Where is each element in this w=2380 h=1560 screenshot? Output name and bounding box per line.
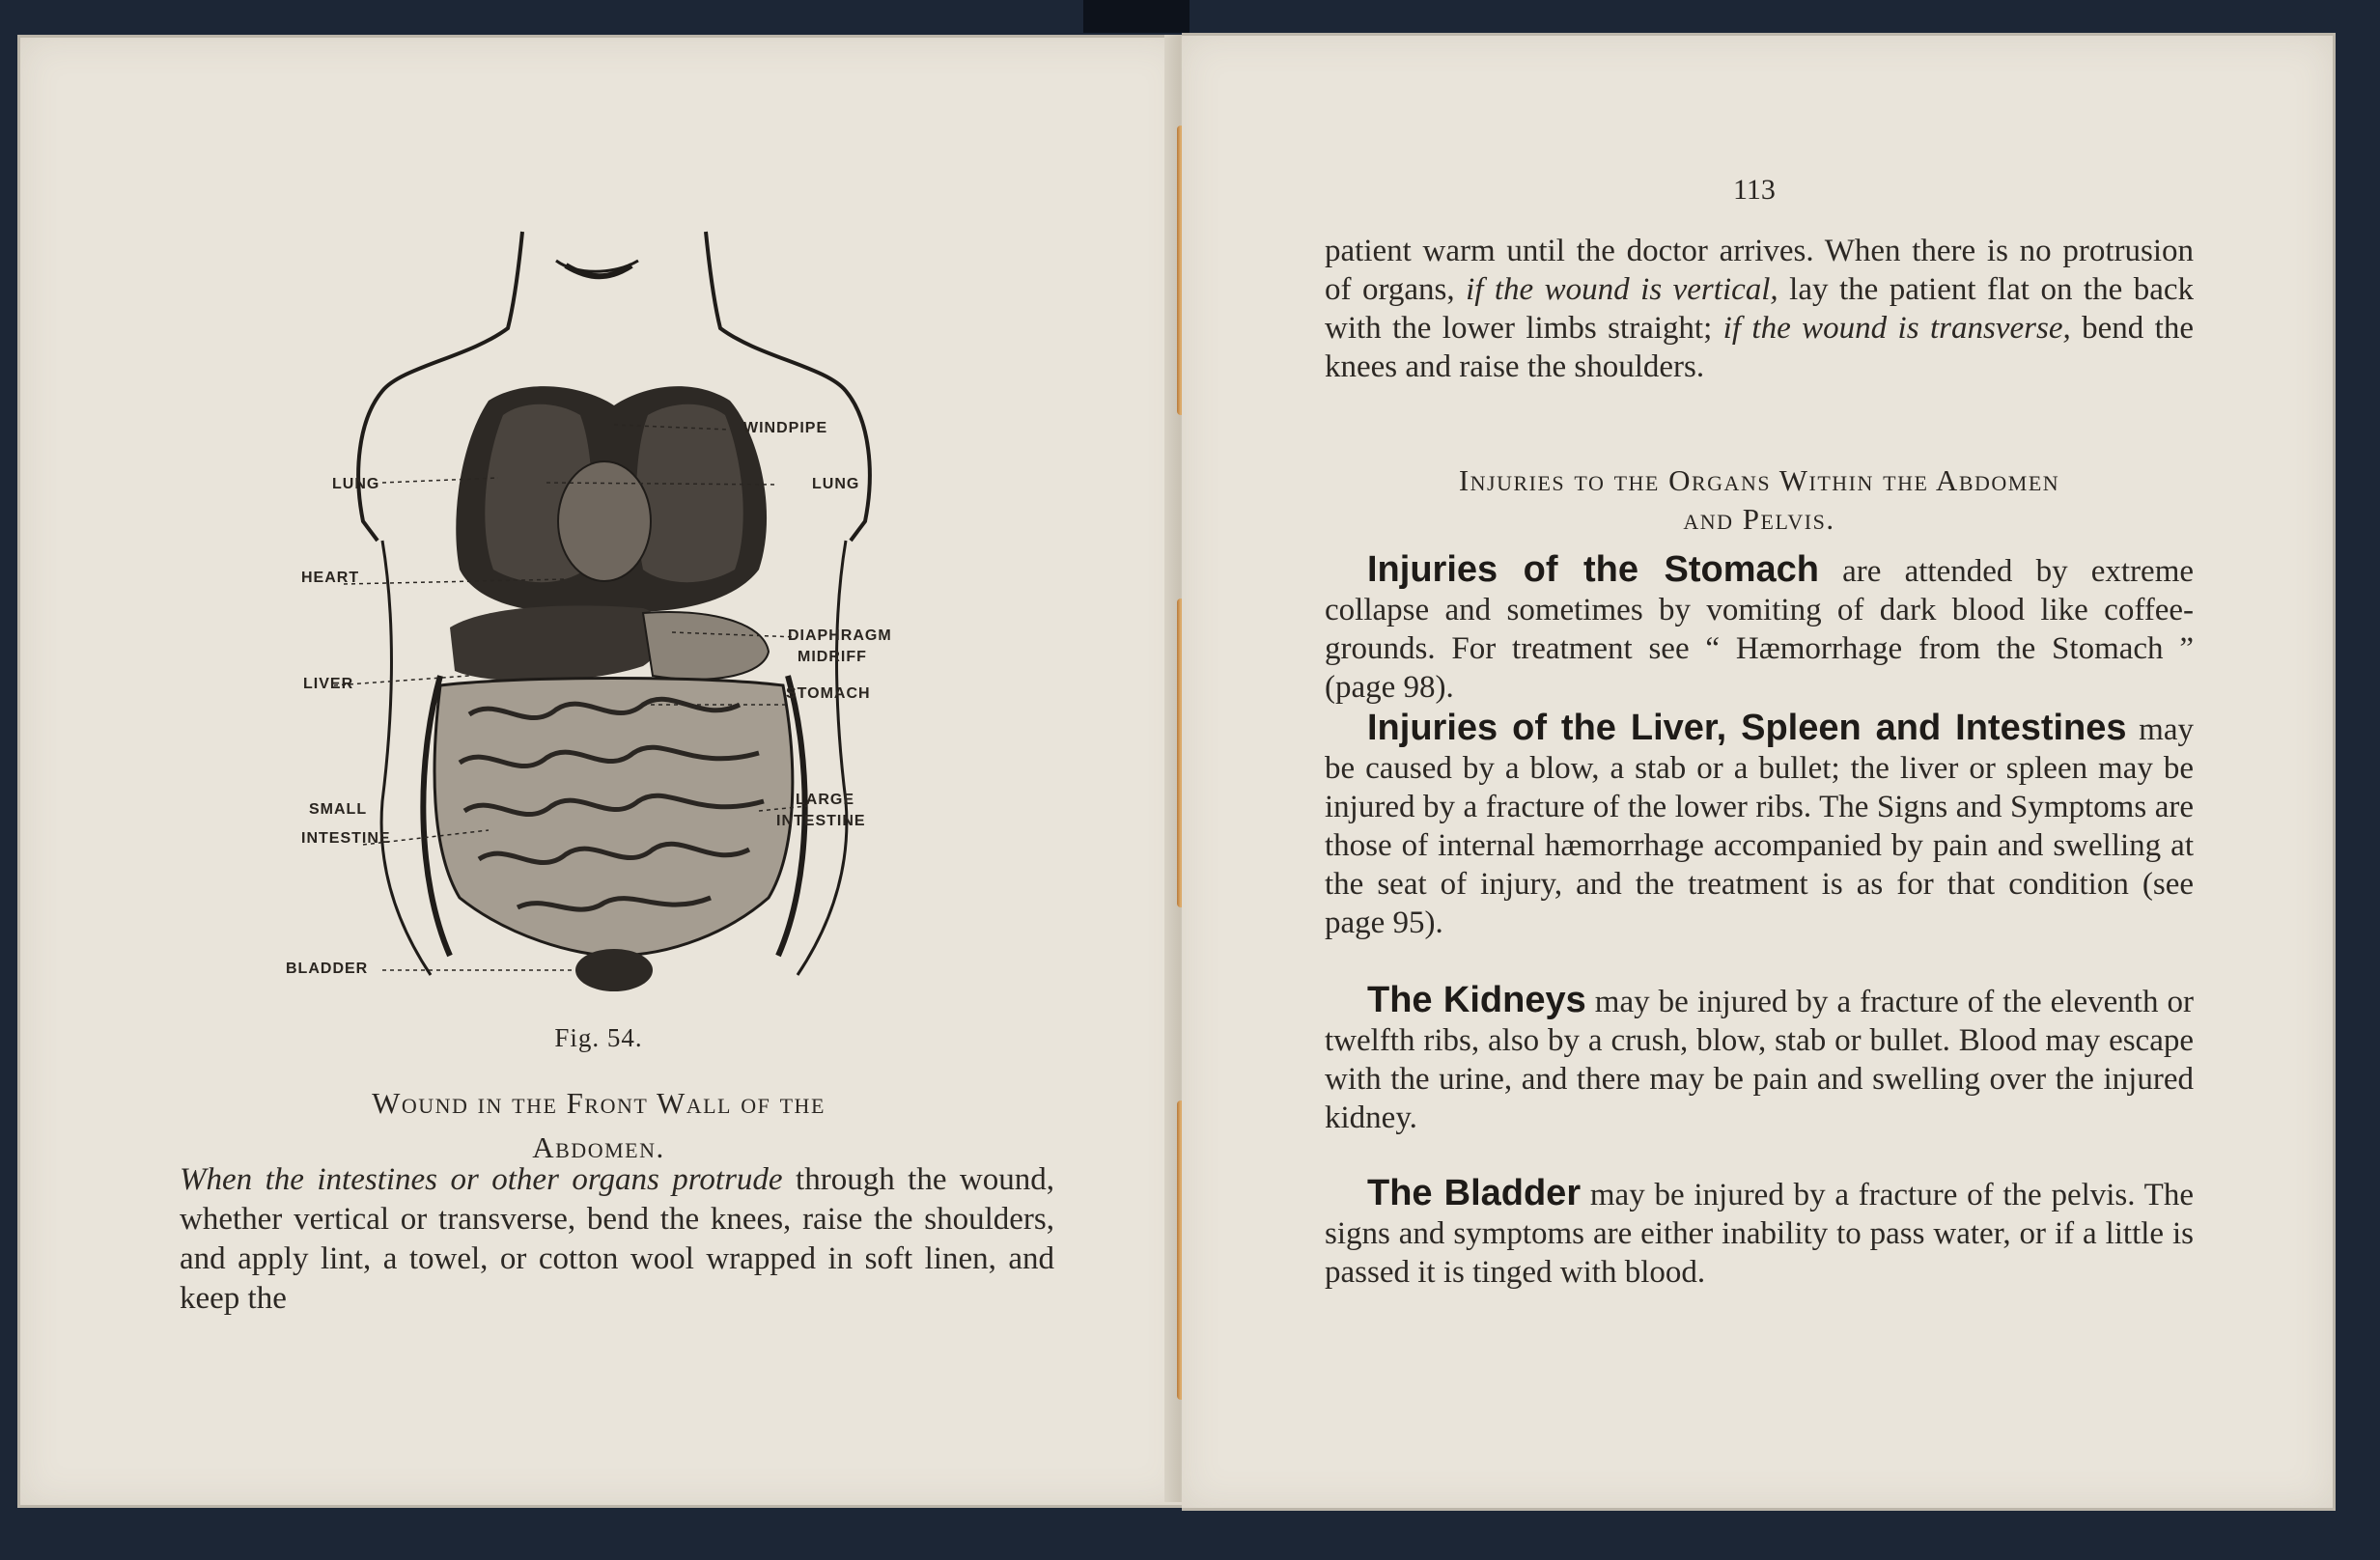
label-lung-left: LUNG (332, 476, 380, 492)
liver-text: may be caused by a blow, a stab or a bullet; the liver or spleen may be injured by a fracture of the lower ribs. The Signs and Symptoms are those of internal hæmorrhage accompanied by pain and swelling at the seat of injury, and the treatment is as for that condition (see page 95). (1325, 712, 2194, 940)
intro-italic-2: if the wound is transverse, (1722, 311, 2071, 346)
liver-heading: Injuries of the Liver, Spleen and Intestines (1367, 708, 2127, 748)
figure-title (174, 1081, 1023, 1170)
label-small-intestine-1: SMALL (309, 801, 368, 818)
intro-text-3: bend the knees and raise the shoulders. (1325, 311, 2194, 384)
left-paragraph (180, 1160, 1054, 1319)
label-liver: LIVER (303, 676, 354, 692)
section-heading-line1: Injuries to the Organs Within the Abdomen (1458, 463, 2060, 497)
left-paragraph-italic: When the intestines or other organs protrude (180, 1162, 783, 1197)
kidneys-heading: The Kidneys (1367, 980, 1586, 1020)
intro-text-2: lay the patient flat on the back with the lower limbs straight; (1325, 272, 2195, 346)
label-bladder: BLADDER (286, 961, 369, 977)
label-lung-right: LUNG (812, 476, 860, 492)
stomach-paragraph (1325, 550, 2194, 707)
label-small-intestine-2: INTESTINE (301, 830, 391, 847)
figure-number: Fig. 54. (554, 1023, 643, 1052)
figure-title-line1: Wound in the Front Wall of the (372, 1086, 826, 1120)
abdomen-illustration (286, 222, 904, 1023)
left-paragraph-text: through the wound, whether vertical or transverse, bend the knees, raise the shoulders, and apply lint, a towel, or cotton wool wrapped in soft linen, and keep the (180, 1162, 1054, 1316)
bladder-text: may be injured by a fracture of the pelvis. The signs and symptoms are either inability to pass water, or if a little is passed it is tinged with blood. (1325, 1178, 2194, 1290)
intro-italic-1: if the wound is vertical, (1466, 272, 1778, 307)
label-windpipe: WINDPIPE (743, 420, 828, 436)
section-heading-line2: and Pelvis. (1683, 502, 1835, 536)
kidneys-text: may be injured by a fracture of the eleventh or twelfth ribs, also by a crush, blow, stab or bullet. Blood may escape with the urine, and there may be pain and swelling over the injured kidney. (1325, 985, 2194, 1135)
torso-drawing (324, 222, 904, 1023)
page-number: 113 (1733, 174, 1776, 206)
stomach-text: are attended by extreme collapse and sometimes by vomiting of dark blood like coffee-grounds. For treatment see “ Hæmorrhage from the Stomach ” (page 98). (1325, 554, 2195, 705)
stomach-heading: Injuries of the Stomach (1367, 549, 1819, 590)
intro-text-1: patient warm until the doctor arrives. When there is no protrusion of organs, (1325, 234, 2194, 307)
label-stomach: STOMACH (786, 685, 871, 702)
label-large-intestine-1: LARGE (796, 792, 854, 808)
label-heart: HEART (301, 570, 360, 586)
bladder-paragraph (1325, 1174, 2194, 1292)
label-diaphragm: DIAPHRAGM (788, 627, 892, 644)
figure-title-line2: Abdomen. (532, 1130, 665, 1164)
spine-top (1083, 0, 1190, 33)
liver-paragraph (1325, 709, 2194, 942)
label-midriff: MIDRIFF (798, 649, 867, 665)
label-large-intestine-2: INTESTINE (776, 813, 866, 829)
kidneys-paragraph (1325, 981, 2194, 1137)
intro-paragraph (1325, 232, 2194, 386)
bladder-heading: The Bladder (1367, 1173, 1582, 1213)
section-heading (1325, 461, 2194, 539)
